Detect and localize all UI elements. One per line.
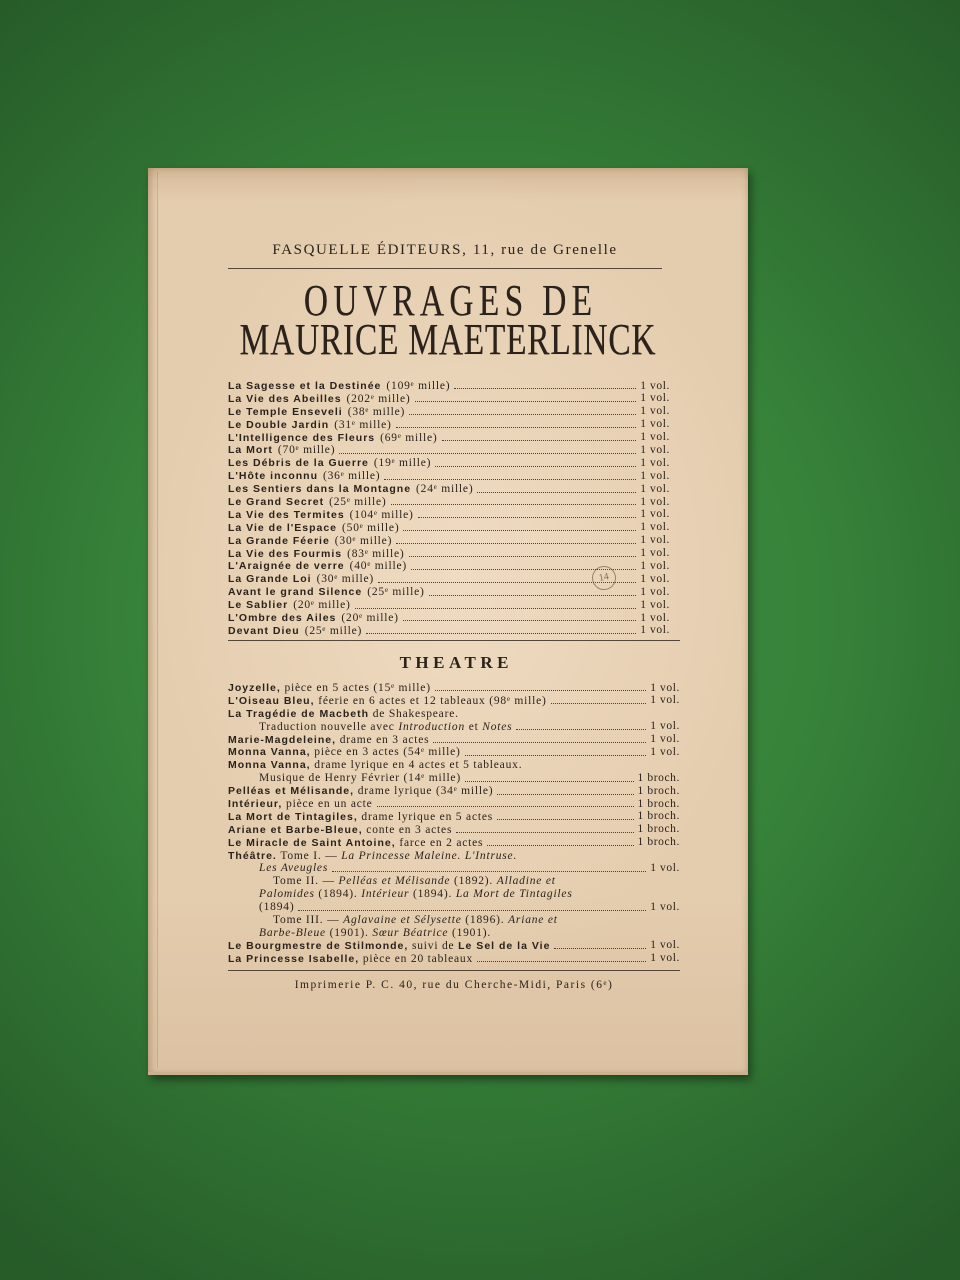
work-printing: (104ᵉ mille) [349, 508, 414, 521]
work-entry [228, 521, 670, 534]
work-printing: (30ᵉ mille) [316, 573, 375, 586]
theatre-text-cited: Pelléas et Mélisande [338, 875, 451, 888]
theatre-text-text: (1901). [325, 926, 373, 939]
theatre-heading: THEATRE [399, 653, 513, 672]
theatre-text [228, 707, 459, 721]
work-format: 1 vol. [640, 482, 670, 495]
theatre-text-text: pièce en 5 actes (15ᵉ mille) [280, 682, 431, 694]
work-text [228, 624, 362, 638]
dot-leader [465, 781, 634, 782]
dot-leader [551, 703, 647, 704]
work-format: 1 vol. [640, 611, 670, 624]
work-text [228, 469, 380, 483]
work-printing: (40ᵉ mille) [349, 560, 408, 573]
theatre-text-text: drame lyrique en 4 actes et 5 tableaux. [310, 759, 523, 772]
work-title: La Grande Féerie [228, 534, 330, 547]
dot-leader [391, 504, 637, 505]
theatre-text-cited: Notes [482, 720, 513, 733]
theatre-text [259, 900, 294, 914]
theatre-text-title: Monna Vanna, [228, 759, 311, 772]
dot-leader [403, 530, 636, 531]
theatre-format: 1 vol. [650, 694, 680, 707]
theatre-line [228, 952, 680, 965]
work-title: L'Araignée de verre [228, 560, 345, 573]
work-text [228, 431, 438, 445]
theatre-text-text: Tome II. — [273, 875, 339, 888]
theatre-format: 1 broch. [637, 823, 680, 836]
theatre-text-title: Monna Vanna, [228, 746, 311, 759]
divider-rule [228, 268, 662, 269]
theatre-text-text: Traduction nouvelle avec [259, 720, 399, 733]
work-text [228, 405, 405, 419]
theatre-text-text: suivi de [408, 939, 459, 952]
work-printing: (69ᵉ mille) [380, 431, 438, 444]
work-entry [228, 534, 670, 547]
dot-leader [366, 633, 636, 634]
theatre-text [228, 733, 429, 747]
work-printing: (38ᵉ mille) [347, 405, 406, 418]
theatre-format: 1 vol. [650, 720, 680, 733]
work-entry [228, 599, 670, 612]
theatre-text [228, 694, 547, 708]
work-printing: (109ᵉ mille) [386, 380, 451, 392]
dot-leader [465, 755, 647, 756]
dot-leader [355, 608, 637, 609]
theatre-text-text: (1894). [409, 888, 456, 901]
theatre-text-cited: Alladine et [496, 875, 556, 888]
work-text [228, 585, 425, 599]
work-entry [228, 612, 670, 625]
theatre-format: 1 broch. [637, 836, 680, 849]
theatre-line [228, 823, 680, 836]
dot-leader [435, 690, 646, 691]
dot-leader [456, 832, 633, 833]
works-list [228, 380, 670, 638]
work-format: 1 vol. [640, 456, 670, 469]
theatre-text-cited: La Princesse Maleine. L'Intruse. [341, 849, 518, 862]
work-title: La Vie des Fourmis [228, 547, 343, 560]
work-title: L'Hôte inconnu [228, 470, 318, 483]
theatre-text-text: (1894) [259, 901, 295, 914]
work-format: 1 vol. [640, 379, 670, 392]
work-format: 1 vol. [640, 443, 670, 456]
dot-leader [377, 806, 634, 807]
theatre-text [259, 926, 491, 940]
work-entry [228, 547, 670, 560]
theatre-text-text: (1901). [448, 926, 492, 939]
printer-imprint: Imprimerie P. C. 40, rue du Cherche-Midi, Paris (6ᵉ) [294, 979, 614, 991]
work-text [228, 598, 351, 612]
library-stamp: 14 [590, 564, 618, 592]
work-format: 1 vol. [640, 418, 670, 431]
dot-leader [418, 517, 637, 518]
theatre-text-title: Le Sel de la Vie [458, 939, 551, 952]
theatre-text [259, 771, 461, 785]
dot-leader [497, 794, 633, 795]
theatre-text [228, 849, 517, 863]
theatre-format: 1 vol. [650, 733, 680, 746]
theatre-line [228, 785, 680, 798]
dot-leader [396, 543, 636, 544]
work-format: 1 vol. [640, 431, 670, 444]
theatre-text [228, 952, 473, 966]
cover-fold-line [157, 172, 158, 1068]
theatre-text-text: (1892). [450, 875, 497, 888]
work-title: L'Ombre des Ailes [228, 612, 337, 625]
work-printing: (25ᵉ mille) [304, 624, 363, 637]
work-entry [228, 418, 670, 431]
work-printing: (70ᵉ mille) [277, 444, 336, 457]
work-printing: (202ᵉ mille) [346, 392, 411, 405]
work-printing: (20ᵉ mille) [341, 612, 399, 625]
dot-leader [477, 961, 646, 962]
theatre-format: 1 vol. [650, 939, 680, 952]
theatre-line [228, 875, 680, 888]
work-printing: (50ᵉ mille) [342, 521, 400, 534]
dot-leader [477, 492, 636, 493]
theatre-text-text: drame en 3 actes [336, 733, 430, 746]
theatre-format: 1 vol. [650, 952, 680, 965]
work-format: 1 vol. [640, 559, 670, 572]
work-entry [228, 380, 670, 393]
theatre-text-title: Joyzelle, [228, 682, 281, 694]
heading-line-1: OUVRAGES DE [303, 276, 598, 325]
theatre-line [228, 798, 680, 811]
dot-leader [435, 466, 636, 467]
theatre-line [228, 707, 680, 720]
work-entry [228, 508, 670, 521]
theatre-line [228, 862, 680, 875]
theatre-text [259, 720, 512, 734]
work-format: 1 vol. [640, 508, 670, 521]
work-entry [228, 444, 670, 457]
dot-leader [415, 401, 637, 402]
theatre-text-cited: Les Aveugles [259, 862, 329, 875]
work-entry [228, 405, 670, 418]
work-printing: (83ᵉ mille) [347, 547, 405, 560]
theatre-text [228, 836, 483, 850]
dot-leader [403, 620, 636, 621]
work-printing: (19ᵉ mille) [373, 457, 432, 470]
theatre-text-cited: Barbe-Bleue [259, 926, 326, 939]
work-format: 1 vol. [640, 598, 670, 611]
theatre-text-text: de Shakespeare. [369, 707, 459, 720]
theatre-text-title: Pelléas et Mélisande, [228, 785, 355, 798]
theatre-text-title: Intérieur, [228, 798, 283, 811]
theatre-text-text: drame lyrique (34ᵉ mille) [354, 785, 494, 798]
work-title: L'Intelligence des Fleurs [228, 431, 376, 444]
theatre-text-title: La Princesse Isabelle, [228, 952, 360, 965]
theatre-text-text: et [465, 720, 483, 733]
theatre-line [228, 836, 680, 849]
theatre-text [228, 939, 550, 953]
theatre-text-text: Tome I. — [276, 849, 342, 862]
theatre-format: 1 vol. [650, 745, 680, 758]
work-title: Les Sentiers dans la Montagne [228, 483, 412, 496]
work-entry [228, 431, 670, 444]
work-text [228, 521, 399, 535]
theatre-text [228, 784, 493, 798]
theatre-text [273, 913, 558, 927]
theatre-format: 1 vol. [650, 900, 680, 913]
work-title: La Vie des Termites [228, 508, 345, 521]
theatre-line [228, 849, 680, 862]
theatre-format: 1 broch. [637, 784, 680, 797]
work-entry [228, 483, 670, 496]
theatre-line [228, 772, 680, 785]
work-entry [228, 496, 670, 509]
theatre-text-title: Le Miracle de Saint Antoine, [228, 836, 396, 849]
work-title: Le Sablier [228, 599, 289, 612]
theatre-text-text: Musique de Henry Février (14ᵉ mille) [259, 772, 461, 785]
theatre-text-title: L'Oiseau Bleu, [228, 694, 315, 707]
dot-leader [409, 414, 636, 415]
theatre-list [228, 682, 680, 966]
work-text [228, 534, 392, 548]
work-title: La Grande Loi [228, 573, 312, 586]
work-format: 1 vol. [640, 521, 670, 534]
theatre-text-text: conte en 3 actes [362, 823, 453, 836]
work-printing: (36ᵉ mille) [323, 470, 381, 483]
theatre-line [228, 720, 680, 733]
work-title: Devant Dieu [228, 624, 300, 637]
theatre-text-text: drame lyrique en 5 actes [357, 810, 494, 823]
dot-leader [332, 871, 646, 872]
dot-leader [487, 845, 633, 846]
work-title: La Mort [228, 444, 273, 457]
work-format: 1 vol. [640, 405, 670, 418]
theatre-text-cited: Ariane et [508, 914, 558, 927]
work-format: 1 vol. [640, 624, 670, 637]
theatre-text [259, 861, 328, 875]
theatre-line [228, 746, 680, 759]
theatre-text [259, 887, 573, 901]
work-text [228, 495, 387, 509]
theatre-text [228, 810, 493, 824]
theatre-line [228, 682, 680, 695]
theatre-text-title: Marie-Magdeleine, [228, 733, 337, 746]
dot-leader [554, 948, 646, 949]
work-text [228, 379, 450, 393]
theatre-text [228, 745, 461, 759]
theatre-text-text: (1894). [314, 888, 362, 901]
work-printing: (25ᵉ mille) [367, 586, 425, 599]
theatre-text [273, 874, 556, 888]
dot-leader [442, 440, 637, 441]
theatre-line [228, 914, 680, 927]
work-text [228, 559, 407, 573]
dot-leader [298, 910, 646, 911]
work-printing: (25ᵉ mille) [329, 496, 387, 509]
work-text [228, 392, 411, 406]
theatre-text-cited: La Mort de Tintagiles [455, 888, 573, 901]
theatre-text-cited: Introduction [398, 720, 466, 733]
theatre-text-cited: Palomides [259, 888, 315, 901]
work-text [228, 508, 414, 522]
publisher-line: FASQUELLE ÉDITEURS, 11, rue de Grenelle [272, 242, 618, 258]
theatre-line [228, 926, 680, 939]
book-back-cover [148, 168, 748, 1075]
dot-leader [497, 819, 633, 820]
theatre-text [228, 758, 522, 772]
work-format: 1 vol. [640, 547, 670, 560]
theatre-text-cited: Sœur Béatrice [372, 926, 449, 939]
theatre-text-title: Théâtre. [228, 849, 277, 862]
theatre-line [228, 759, 680, 772]
dot-leader [339, 453, 636, 454]
dot-leader [396, 427, 637, 428]
theatre-line [228, 888, 680, 901]
divider-rule [228, 640, 680, 641]
theatre-text-text: farce en 2 actes [395, 836, 484, 849]
work-title: Avant le grand Silence [228, 586, 363, 599]
work-title: Le Grand Secret [228, 496, 325, 509]
work-text [228, 547, 405, 561]
work-format: 1 vol. [640, 392, 670, 405]
work-text [228, 572, 374, 586]
work-format: 1 vol. [640, 534, 670, 547]
theatre-text-text: (1896). [461, 914, 509, 927]
work-title: Le Temple Enseveli [228, 405, 343, 418]
work-printing: (30ᵉ mille) [334, 534, 393, 547]
work-title: Les Débris de la Guerre [228, 457, 369, 470]
theatre-text [228, 823, 452, 837]
dot-leader [516, 729, 646, 730]
work-printing: (20ᵉ mille) [293, 599, 351, 612]
heading-line-2: MAURICE MAETERLINCK [239, 315, 657, 364]
theatre-text-text: féerie en 6 actes et 12 tableaux (98ᵉ mille) [314, 694, 547, 707]
theatre-line [228, 901, 680, 914]
theatre-text [228, 797, 373, 811]
work-format: 1 vol. [640, 572, 670, 585]
work-text [228, 611, 399, 625]
theatre-text [228, 681, 431, 695]
work-entry [228, 470, 670, 483]
theatre-text-text: pièce en 20 tableaux [359, 952, 474, 965]
theatre-text-cited: Aglavaine et Sélysette [343, 914, 462, 927]
theatre-format: 1 broch. [637, 771, 680, 784]
work-text [228, 443, 335, 457]
work-text [228, 418, 392, 432]
dot-leader [384, 479, 636, 480]
work-entry [228, 392, 670, 405]
theatre-format: 1 vol. [650, 681, 680, 694]
work-entry [228, 457, 670, 470]
work-title: Le Double Jardin [228, 418, 330, 431]
work-entry [228, 624, 670, 637]
theatre-text-title: La Mort de Tintagiles, [228, 810, 358, 823]
theatre-text-title: Le Bourgmestre de Stilmonde, [228, 939, 409, 952]
theatre-line [228, 939, 680, 952]
theatre-text-cited: Intérieur [361, 888, 410, 901]
theatre-format: 1 broch. [637, 810, 680, 823]
dot-leader [433, 742, 646, 743]
work-printing: (31ᵉ mille) [334, 418, 392, 431]
work-format: 1 vol. [640, 495, 670, 508]
work-format: 1 vol. [640, 585, 670, 598]
work-text [228, 456, 431, 470]
theatre-text-text: pièce en 3 actes (54ᵉ mille) [310, 746, 461, 759]
work-title: La Vie de l'Espace [228, 521, 338, 534]
divider-rule [228, 970, 680, 971]
theatre-text-text: pièce en un acte [282, 798, 373, 811]
theatre-line [228, 733, 680, 746]
theatre-text-title: La Tragédie de Macbeth [228, 707, 370, 720]
dot-leader [454, 388, 636, 389]
work-format: 1 vol. [640, 469, 670, 482]
work-text [228, 482, 473, 496]
theatre-line [228, 694, 680, 707]
theatre-format: 1 vol. [650, 861, 680, 874]
theatre-format: 1 broch. [637, 797, 680, 810]
theatre-text-title: Ariane et Barbe-Bleue, [228, 823, 363, 836]
work-title: La Vie des Abeilles [228, 392, 342, 405]
theatre-text-text: Tome III. — [273, 914, 344, 927]
dot-leader [429, 595, 637, 596]
theatre-line [228, 810, 680, 823]
dot-leader [409, 556, 637, 557]
work-title: La Sagesse et la Destinée [228, 380, 382, 392]
work-printing: (24ᵉ mille) [416, 483, 474, 496]
